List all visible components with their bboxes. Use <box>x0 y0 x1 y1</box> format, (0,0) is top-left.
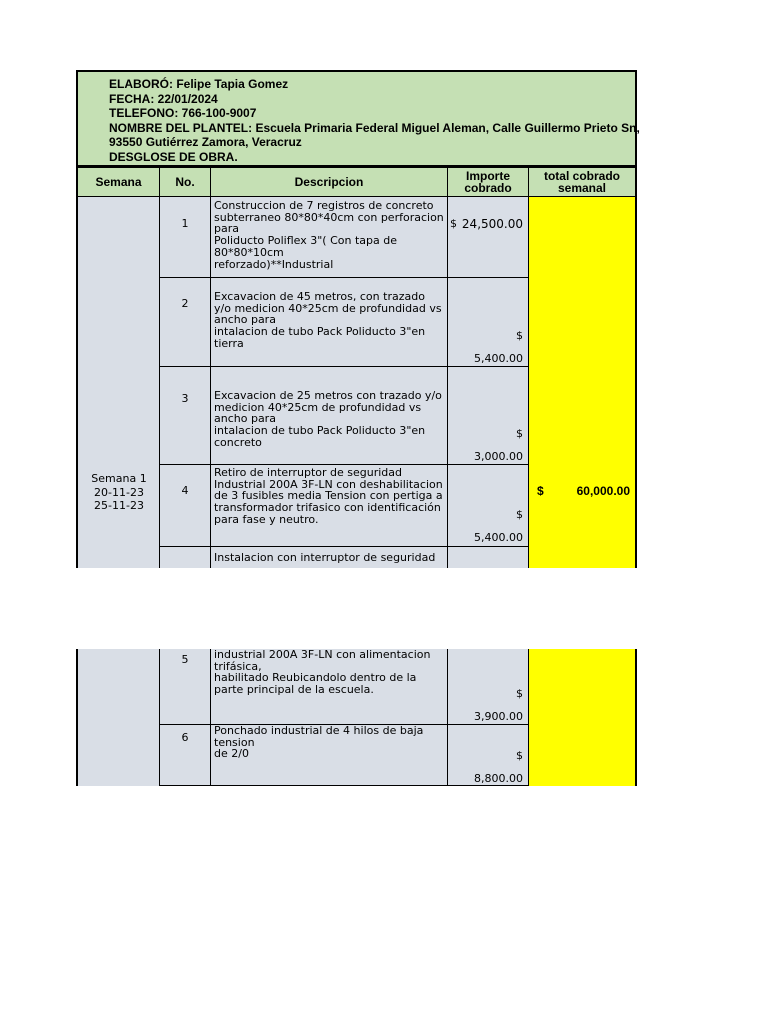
header-no: No. <box>160 168 211 196</box>
row-currency: $ <box>450 217 457 230</box>
semana-column <box>76 649 160 786</box>
table-row <box>160 367 529 465</box>
total-column <box>529 649 637 786</box>
table-body-page-2 <box>76 649 637 786</box>
row-currency: $ <box>516 329 523 342</box>
row-number: 4 <box>160 465 211 546</box>
row-amount-cell <box>448 367 529 464</box>
row-number: 1 <box>160 197 211 277</box>
telefono-text: TELEFONO: 766-100-9007 <box>109 106 257 121</box>
row-amount-cell <box>448 725 529 785</box>
document-header <box>76 70 640 167</box>
semana-column <box>76 197 160 568</box>
row-amount: 3,000.00 <box>474 450 523 463</box>
row-description: Retiro de interruptor de seguridad Industrial 200A 3F-LN con deshabilitacion de 3 fusibles media Tension con pertiga a transformador trifasico con identificación para fase y neutro. <box>211 465 448 546</box>
semana-label: Semana 1 20-11-23 25-11-23 <box>91 472 147 512</box>
header-importe: Importe cobrado <box>448 168 529 196</box>
row-amount: 8,800.00 <box>474 772 523 785</box>
desglose-text: DESGLOSE DE OBRA. <box>109 149 238 164</box>
table-row-partial <box>160 547 529 568</box>
table-body-page-1 <box>76 197 637 568</box>
row-number: 6 <box>160 725 211 785</box>
table-row <box>160 649 529 725</box>
row-amount-cell <box>448 547 529 568</box>
plantel-text-line2: 93550 Gutiérrez Zamora, Veracruz <box>109 135 302 150</box>
row-currency: $ <box>516 427 523 440</box>
row-number-blank <box>160 547 211 568</box>
elaboro-text: ELABORÓ: Felipe Tapia Gomez <box>109 77 289 91</box>
header-total: total cobrado semanal <box>529 168 637 196</box>
total-column <box>529 197 637 568</box>
row-description: Excavacion de 45 metros, con trazado y/o medicion 40*25cm de profundidad vs ancho para intalacion de tubo Pack Poliducto 3"en tierra <box>211 278 448 366</box>
row-amount-cell <box>448 649 529 724</box>
row-number: 5 <box>160 649 211 724</box>
row-amount: 5,400.00 <box>474 531 523 544</box>
header-descripcion: Descripcion <box>211 168 448 196</box>
row-currency: $ <box>516 687 523 700</box>
table-row <box>160 197 529 278</box>
row-amount-cell <box>448 278 529 366</box>
table-row <box>160 725 529 786</box>
row-amount: 24,500.00 <box>461 217 523 231</box>
row-amount-cell <box>448 465 529 546</box>
table-header-row <box>76 166 637 197</box>
row-currency: $ <box>516 508 523 521</box>
total-currency: $ <box>537 484 544 498</box>
row-amount: 5,400.00 <box>474 352 523 365</box>
row-description-top: Instalacion con interruptor de seguridad <box>211 547 448 568</box>
row-number: 3 <box>160 367 211 464</box>
table-row <box>160 465 529 547</box>
fecha-text: FECHA: 22/01/2024 <box>109 91 218 106</box>
row-description: Construccion de 7 registros de concreto subterraneo 80*80*40cm con perforacion para Poliducto Poliflex 3"( Con tapa de 80*80*10cm reforzado)**Industrial <box>211 197 448 277</box>
row-description: Excavacion de 25 metros con trazado y/o medicion 40*25cm de profundidad vs ancho para intalacion de tubo Pack Poliducto 3"en concreto <box>211 367 448 464</box>
row-currency: $ <box>516 749 523 762</box>
row-description: industrial 200A 3F-LN con alimentacion trifásica, habilitado Reubicandolo dentro de la parte principal de la escuela. <box>211 649 448 724</box>
row-number: 2 <box>160 278 211 366</box>
plantel-text-line1: NOMBRE DEL PLANTEL: Escuela Primaria Federal Miguel Aleman, Calle Guillermo Prieto Sn, <box>109 120 640 135</box>
row-description: Ponchado industrial de 4 hilos de baja tension de 2/0 <box>211 725 448 785</box>
row-amount-cell <box>448 197 529 277</box>
header-semana: Semana <box>76 168 160 196</box>
row-amount: 3,900.00 <box>474 710 523 723</box>
total-amount: 60,000.00 <box>576 484 630 498</box>
table-row <box>160 278 529 367</box>
